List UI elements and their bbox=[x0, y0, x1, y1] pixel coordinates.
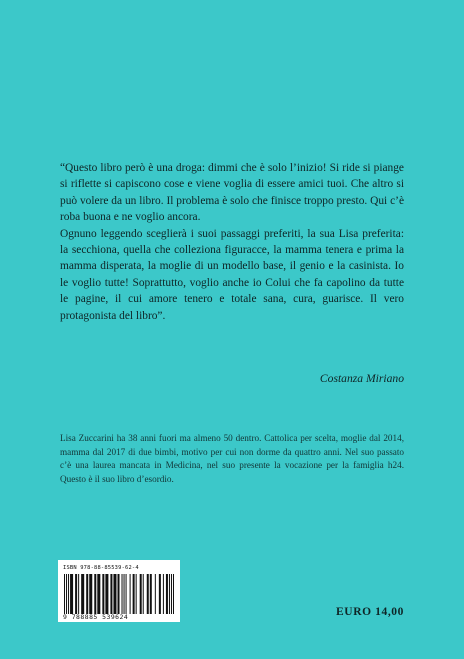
barcode-bar bbox=[140, 574, 142, 614]
barcode-bar bbox=[64, 574, 65, 614]
barcode-bar bbox=[173, 574, 174, 614]
barcode-bar bbox=[133, 574, 135, 614]
isbn-barcode bbox=[58, 560, 180, 622]
barcode-bar bbox=[66, 574, 67, 614]
barcode-bar bbox=[147, 574, 149, 614]
quote-block bbox=[60, 160, 404, 324]
barcode-bar bbox=[102, 574, 104, 614]
barcode-bar bbox=[97, 574, 100, 614]
barcode-bar bbox=[122, 574, 123, 614]
barcode-bar bbox=[169, 574, 170, 614]
barcode-bar bbox=[126, 574, 127, 614]
quote-paragraph-2: Ognuno leggendo sceglierà i suoi passaggi preferiti, la sua Lisa preferita: la secchiona, quella che colleziona figuracce, la mamma tenera e prima la mamma disperata, la moglie di un modello base, il genio e la casinista. Io le voglio tutte! Soprattutto, voglio anche io Colui che fa capolino da tutte le pagine, il cui amore tenero e totale sana, cura, guarisce. Il vero protagonista del libro”. bbox=[60, 227, 404, 322]
price: EURO 14,00 bbox=[336, 606, 404, 618]
barcode-bar bbox=[159, 574, 161, 614]
isbn-label: ISBN 978-88-85539-62-4 bbox=[63, 565, 139, 571]
barcode-bar bbox=[124, 574, 125, 614]
barcode-bar bbox=[136, 574, 137, 614]
barcode-bar bbox=[171, 574, 172, 614]
author-bio: Lisa Zuccarini ha 38 anni fuori ma almeno 50 dentro. Cattolica per scelta, moglie dal 2014, mamma dal 2017 di due bimbi, motivo per cui non dorme da quattro anni. Nel suo passato c’è una laurea mancata in Medicina, nel suo presente la vocazione per la famiglia h24. Questo è il suo libro d’esordio. bbox=[60, 433, 404, 484]
barcode-bar bbox=[78, 574, 79, 614]
barcode-bar bbox=[68, 574, 69, 614]
barcode-bar bbox=[70, 574, 73, 614]
barcode-bar bbox=[105, 574, 108, 614]
barcode-bar bbox=[163, 574, 164, 614]
barcode-bars bbox=[63, 574, 175, 614]
barcode-bar bbox=[81, 574, 84, 614]
barcode-bar bbox=[143, 574, 144, 614]
barcode-bar bbox=[110, 574, 112, 614]
barcode-bar bbox=[86, 574, 88, 614]
barcode-bar bbox=[155, 574, 156, 614]
barcode-bar bbox=[94, 574, 96, 614]
barcode-bar bbox=[75, 574, 77, 614]
barcode-number: 9 788885 539624 bbox=[63, 613, 129, 621]
quote-signature: Costanza Miriano bbox=[319, 372, 404, 385]
quote-paragraph-1: “Questo libro però è una droga: dimmi che è solo l’inizio! Si ride si piange si riflette si capiscono cose e viene voglia di essere amici tuoi. Che altro si può volere da un libro. Il problema è solo che finisce troppo presto. Qui c’è roba buona e ne voglio ancora. bbox=[60, 162, 404, 224]
barcode-bar bbox=[166, 574, 168, 614]
barcode-bar bbox=[130, 574, 131, 614]
barcode-bar bbox=[117, 574, 119, 614]
barcode-bar bbox=[113, 574, 116, 614]
barcode-bar bbox=[150, 574, 152, 614]
barcode-bar bbox=[89, 574, 92, 614]
